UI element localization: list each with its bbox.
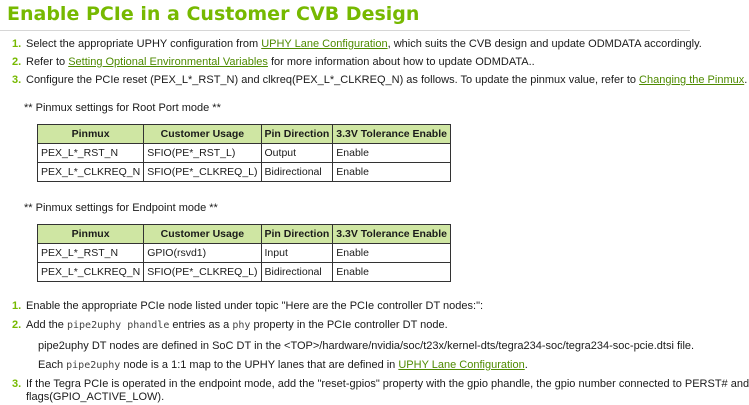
step-number: 2. (12, 319, 22, 331)
column-header: 3.3V Tolerance Enable (333, 225, 451, 244)
column-header: 3.3V Tolerance Enable (333, 125, 451, 144)
table-cell: GPIO(rsvd1) (144, 244, 261, 263)
step-number: 2. (12, 56, 22, 68)
table-cell: PEX_L*_RST_N (38, 144, 144, 163)
step-text: . (744, 74, 748, 86)
list-item-dt-step-1 (12, 299, 483, 313)
table-cell: Enable (333, 144, 451, 163)
inline-code: pipe2uphy phandle (66, 320, 170, 331)
step-text: for more information about how to update ODMDATA.. (267, 56, 535, 68)
table-row (38, 163, 451, 182)
inline-code: pipe2uphy (66, 360, 121, 371)
column-header: Customer Usage (144, 225, 261, 244)
table-header-row (38, 125, 451, 144)
list-item-dt-step-3 (12, 377, 749, 391)
step-text: property in the PCIe controller DT node. (250, 319, 448, 331)
table-cell: PEX_L*_CLKREQ_N (38, 163, 144, 182)
step-number: 1. (12, 300, 22, 312)
title-divider (0, 30, 690, 31)
step-number: 1. (12, 38, 22, 50)
step-text: entries as a (169, 319, 233, 331)
table-cell: SFIO(PE*_RST_L) (144, 144, 261, 163)
optional-env-variables-link[interactable]: Setting Optional Environmental Variables (68, 56, 268, 68)
step-text: If the Tegra PCIe is operated in the endpoint mode, add the "reset-gpios" property with the gpio phandle, the gpio number connected to PERST# and (26, 378, 749, 390)
column-header: Customer Usage (144, 125, 261, 144)
column-header: Pin Direction (261, 225, 333, 244)
uphy-lane-configuration-link[interactable]: UPHY Lane Configuration (398, 359, 525, 371)
list-item-step-3 (12, 73, 747, 87)
list-item-step-2 (12, 55, 535, 69)
step-text: Refer to (26, 56, 69, 68)
step-text: . (524, 359, 528, 371)
table-row (38, 244, 451, 263)
root-port-pinmux-table (37, 124, 451, 182)
dt-step-3-continuation: flags(GPIO_ACTIVE_LOW). (26, 391, 165, 403)
list-item-dt-step-2 (12, 318, 448, 333)
table-cell: Bidirectional (261, 163, 333, 182)
table-cell: Enable (333, 244, 451, 263)
step-text: Enable the appropriate PCIe node listed under topic "Here are the PCIe controller DT nodes:": (26, 300, 484, 312)
table-cell: Enable (333, 263, 451, 282)
step-text: Add the (26, 319, 67, 331)
step-number: 3. (12, 74, 22, 86)
table-header-row (38, 225, 451, 244)
table-row (38, 263, 451, 282)
column-header: Pinmux (38, 225, 144, 244)
table-cell: Bidirectional (261, 263, 333, 282)
step-text: Select the appropriate UPHY configuration from (26, 38, 262, 50)
table-cell: Enable (333, 163, 451, 182)
step-text: node is a 1:1 map to the UPHY lanes that are defined in (120, 359, 399, 371)
page-title: Enable PCIe in a Customer CVB Design (7, 3, 420, 25)
dt-step-2-detail-1: pipe2uphy DT nodes are defined in SoC DT in the <TOP>/hardware/nvidia/soc/t23x/kernel-dts/tegra234-soc/tegra234-soc-pcie.dtsi file. (38, 340, 695, 352)
step-number: 3. (12, 378, 22, 390)
table-cell: Input (261, 244, 333, 263)
endpoint-caption: ** Pinmux settings for Endpoint mode ** (24, 202, 218, 214)
step-text: Each (38, 359, 67, 371)
table-cell: PEX_L*_CLKREQ_N (38, 263, 144, 282)
dt-step-2-detail-2 (38, 358, 528, 373)
endpoint-pinmux-table (37, 224, 451, 282)
table-cell: Output (261, 144, 333, 163)
step-text: , which suits the CVB design and update ODMDATA accordingly. (387, 38, 702, 50)
list-item-step-1 (12, 37, 702, 51)
uphy-lane-configuration-link[interactable]: UPHY Lane Configuration (261, 38, 388, 50)
root-port-caption: ** Pinmux settings for Root Port mode ** (24, 102, 221, 114)
table-cell: SFIO(PE*_CLKREQ_L) (144, 263, 261, 282)
changing-the-pinmux-link[interactable]: Changing the Pinmux (639, 74, 745, 86)
table-cell: SFIO(PE*_CLKREQ_L) (144, 163, 261, 182)
table-cell: PEX_L*_RST_N (38, 244, 144, 263)
step-text: Configure the PCIe reset (PEX_L*_RST_N) and clkreq(PEX_L*_CLKREQ_N) as follows. To update the pinmux value, refer to (26, 74, 640, 86)
column-header: Pin Direction (261, 125, 333, 144)
inline-code: phy (232, 320, 251, 331)
table-row (38, 144, 451, 163)
column-header: Pinmux (38, 125, 144, 144)
